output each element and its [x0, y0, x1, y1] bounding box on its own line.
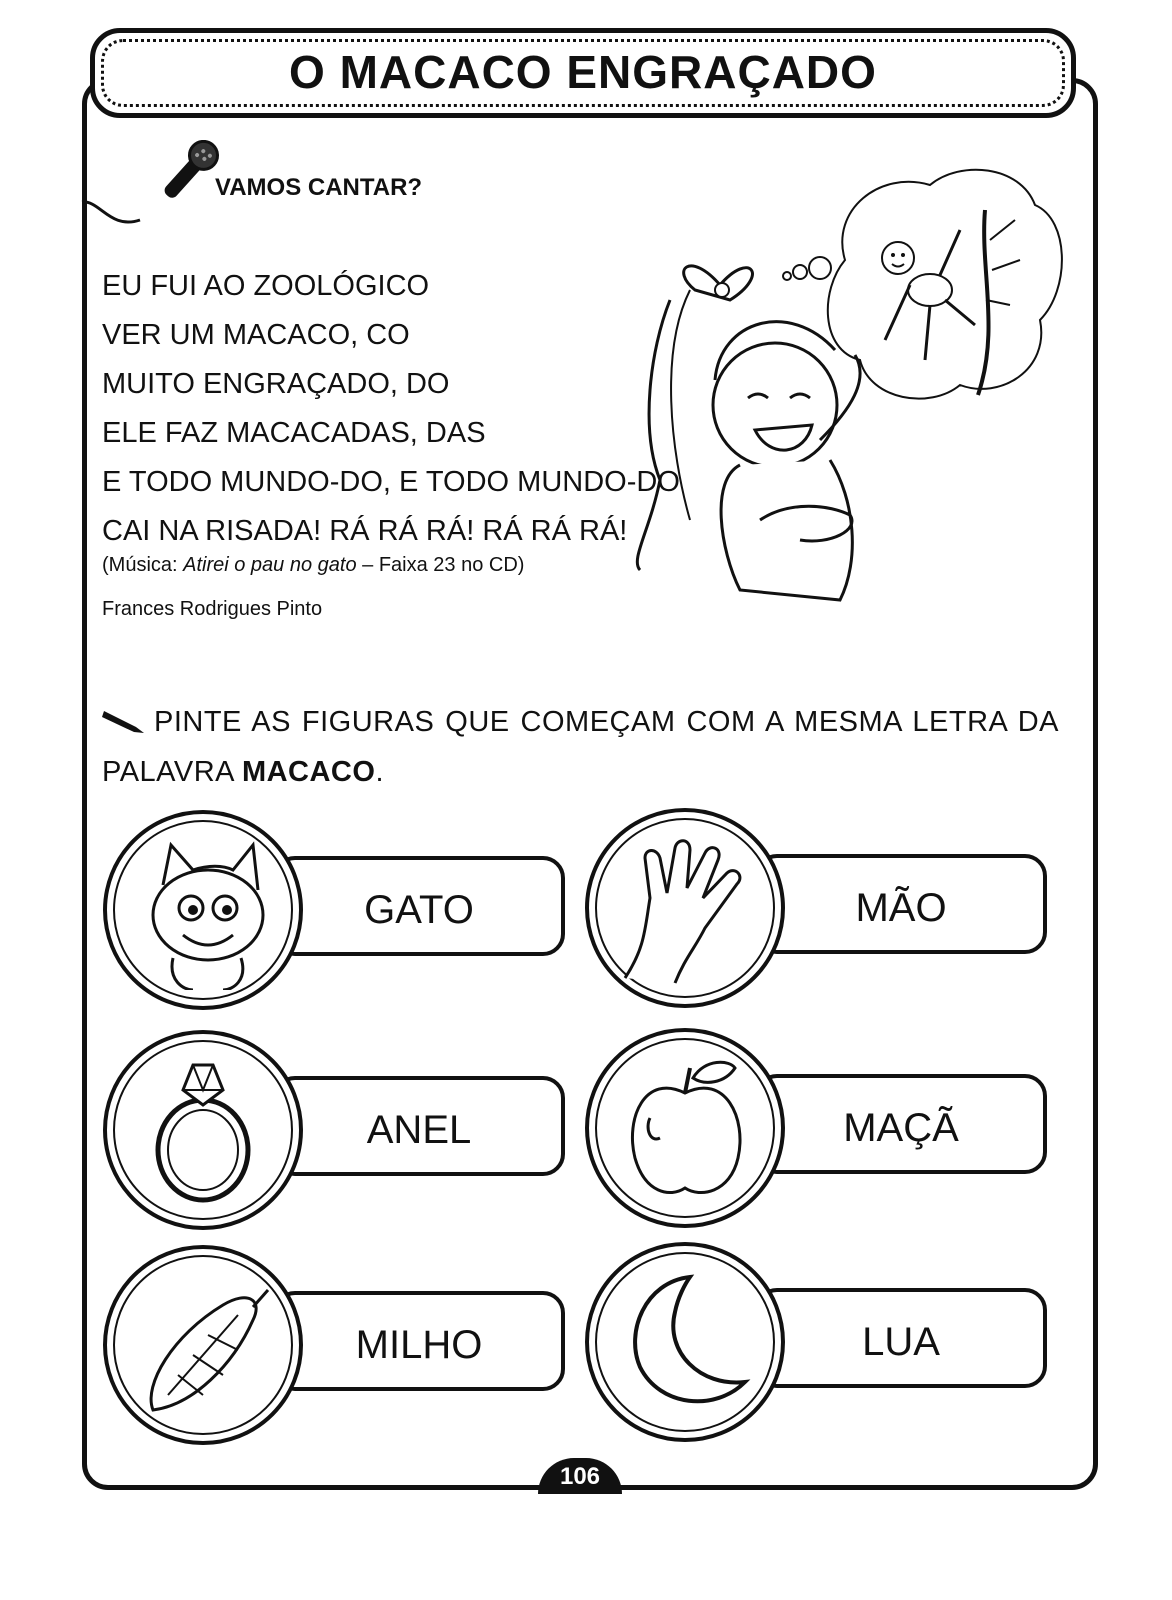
word-item-gato[interactable]: [103, 810, 563, 1010]
word-label: LUA: [862, 1320, 940, 1364]
song-line: MUITO ENGRAÇADO, DO: [102, 368, 450, 400]
corn-icon: [123, 1265, 283, 1425]
cat-icon: [123, 830, 283, 990]
song-lyrics: [102, 262, 680, 556]
keyword: MACACO: [241, 756, 376, 788]
word-label: ANEL: [366, 1108, 472, 1152]
apple-icon: [605, 1048, 765, 1208]
word-item-mao[interactable]: [585, 808, 1045, 1008]
microphone-icon: [80, 140, 220, 240]
song-line: VER UM MACACO, CO: [102, 319, 410, 351]
music-credit: (Música: Atirei o pau no gato – Faixa 23 no CD): [102, 554, 525, 576]
word-label: GATO: [364, 888, 474, 932]
song-line: CAI NA RISADA! RÁ RÁ RÁ! RÁ RÁ RÁ!: [102, 515, 628, 547]
word-label: MÃO: [855, 886, 947, 930]
author-credit: Frances Rodrigues Pinto: [102, 598, 323, 620]
instruction-line-1: PINTE AS FIGURAS QUE COMEÇAM COM A MESMA LETRA DA: [154, 706, 1059, 738]
song-reference: Atirei o pau no gato: [183, 554, 357, 576]
page-title: O MACACO ENGRAÇADO: [289, 46, 877, 98]
word-box: [755, 1288, 1047, 1388]
word-item-anel[interactable]: [103, 1030, 563, 1230]
ring-icon: [123, 1050, 283, 1210]
word-box: [273, 1291, 565, 1391]
instruction-line-2: PALAVRA MACACO.: [102, 756, 384, 788]
title-banner: [90, 28, 1076, 118]
pencil-icon: [100, 705, 150, 735]
word-box: [273, 1076, 565, 1176]
word-item-lua[interactable]: [585, 1242, 1045, 1442]
word-label: MAÇÃ: [843, 1106, 959, 1150]
word-item-maca[interactable]: [585, 1028, 1045, 1228]
song-line: EU FUI AO ZOOLÓGICO: [102, 270, 430, 302]
song-line: E TODO MUNDO-DO, E TODO MUNDO-DO: [102, 466, 680, 498]
song-line: ELE FAZ MACACADAS, DAS: [102, 417, 486, 449]
word-item-milho[interactable]: [103, 1245, 563, 1445]
hand-icon: [605, 828, 765, 988]
word-box: [755, 854, 1047, 954]
word-box: [273, 856, 565, 956]
page-number: 106: [538, 1458, 622, 1494]
word-label: MILHO: [355, 1323, 483, 1367]
word-box: [755, 1074, 1047, 1174]
moon-icon: [605, 1262, 765, 1422]
girl-illustration: [630, 150, 1070, 610]
sing-heading: VAMOS CANTAR?: [215, 174, 423, 201]
